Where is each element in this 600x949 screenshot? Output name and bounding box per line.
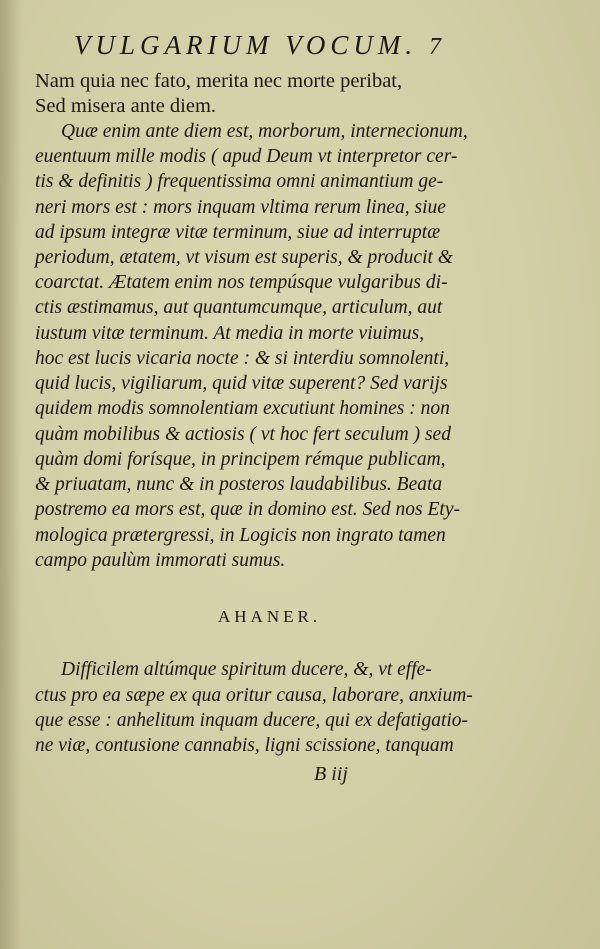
commentary-line: quàm mobilibus & actiosis ( vt hoc fert seculum ) sed (35, 424, 451, 445)
commentary-line: ctis æstimamus, aut quantumcumque, articulum, aut (35, 297, 443, 318)
commentary-line: postremo ea mors est, quæ in domino est. Sed nos Ety- (35, 499, 460, 520)
commentary-line: hoc est lucis vicaria nocte : & si interdiu somnolenti, (35, 348, 450, 369)
commentary-line: & priuatam, nunc & in posteros laudabilibus. Beata (35, 474, 443, 495)
verse-line: Nam quia nec fato, merita nec morte peribat, (35, 70, 403, 92)
commentary-line: mologica prætergressi, in Logicis non ingrato tamen (35, 525, 446, 546)
signature-mark: B iij (314, 763, 348, 785)
section-line: Difficilem altúmque spiritum ducere, &, vt effe- (61, 659, 432, 680)
commentary-line: iustum vitæ terminum. At media in morte viuimus, (35, 323, 425, 344)
verse-line: Sed misera ante diem. (35, 95, 217, 117)
section-line: ctus pro ea sæpe ex qua oritur causa, laborare, anxium- (35, 685, 473, 706)
commentary-line: quidem modis somnolentiam excutiunt homines : non (35, 398, 450, 419)
commentary-line: euentuum mille modis ( apud Deum vt interpretor cer- (35, 146, 458, 167)
commentary-line: neri mors est : mors inquam vltima rerum linea, siue (35, 197, 446, 218)
commentary-line: ad ipsum integræ vitæ terminum, siue ad interruptæ (35, 222, 441, 243)
section-line: ne viæ, contusione cannabis, ligni scissione, tanquam (35, 735, 454, 756)
commentary-line: tis & definitis ) frequentissima omni animantium ge- (35, 171, 444, 192)
page-number: 7 (429, 34, 441, 60)
commentary-line: campo paulùm immorati sumus. (35, 550, 286, 571)
section-line: que esse : anhelitum inquam ducere, qui ex defatigatio- (35, 710, 469, 731)
running-head: VULGARIUM VOCUM. (74, 30, 418, 60)
section-heading: AHANER. (218, 607, 322, 626)
commentary-line: periodum, ætatem, vt visum est superis, & producit & (35, 247, 453, 268)
commentary-line: Quæ enim ante diem est, morborum, internecionum, (61, 121, 468, 142)
commentary-line: quid lucis, vigiliarum, quid vitæ superent? Sed varijs (35, 373, 448, 394)
commentary-line: coarctat. Ætatem enim nos tempúsque vulgaribus di- (35, 272, 448, 293)
commentary-line: quàm domi forísque, in principem rémque publicam, (35, 449, 446, 470)
